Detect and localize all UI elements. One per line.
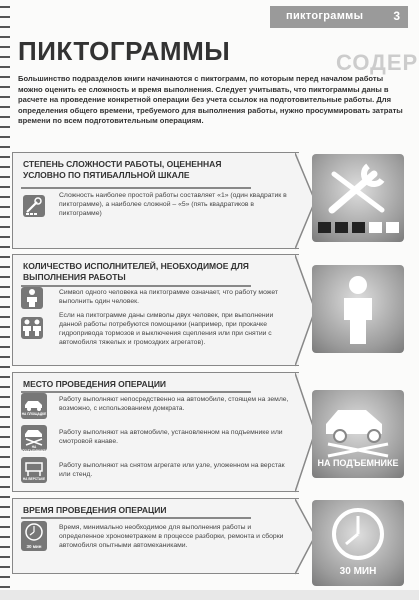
section-title: МЕСТО ПРОВЕДЕНИЯ ОПЕРАЦИИ [23,379,167,389]
page-title: ПИКТОГРАММЫ [18,36,231,66]
page-bottom-edge [0,590,419,600]
divider [21,285,251,287]
intro-paragraph: Большинство подразделов книги начинаются с пиктограмм, по которым перед началом работы можно оценить ее сложность и время выполнения. Следует учитывать, что пиктограммы даны в расчете на проведение конкретной операции без учета ссылок на подготовительные работы. Для определения общего времени, требуемого для выполнения работы, нужно просуммировать затраты времени по всем подготовительным операциям. [18,74,403,125]
section-time [12,498,299,574]
location-lift-description: Работу выполняют на автомобиле, установленном на подъемнике или смотровой канаве. [59,429,283,445]
section-location [12,372,299,492]
lift-label: НА ПОДЪЕМНИКЕ [317,458,399,468]
wrench-scale-icon [312,154,404,242]
section-title: КОЛИЧЕСТВО ИСПОЛНИТЕЛЕЙ, НЕОБХОДИМОЕ ДЛЯ ВЫПОЛНЕНИЯ РАБОТЫ [23,261,249,282]
difficulty-pictogram [312,154,404,242]
icon-label-lift: НА ПОДЪЕМНИКЕ [22,445,46,453]
two-persons-icon [21,317,43,339]
location-bench-description: Работу выполняют на снятом агрегате или узле, уложенном на верстак или стенд. [59,462,285,478]
divider [21,391,251,393]
one-person-icon [21,287,43,309]
time-pictogram [312,500,404,586]
time-label: 30 МИН [339,566,377,577]
workbench-icon [21,457,47,483]
section-title: ВРЕМЯ ПРОВЕДЕНИЯ ОПЕРАЦИИ [23,505,167,515]
binding-spiral [0,0,10,600]
car-on-lift-icon [21,425,47,451]
two-persons-description: Если на пиктограмме даны символы двух человек, при выполнении данной работы потребуются помощники (например, при прокачке гидропривода тормозов и выключения сцепления или при снятии с автомобиля тяжелых и громоздких агрегатов). [59,312,274,346]
time-description: Время, минимально необходимое для выполнения работы и определенное хронометражем в процессе разборки, ремонта и сборки автомобиля опытными автомеханиками. [59,524,284,549]
performers-pictogram [312,265,404,353]
car-on-ground-icon [21,393,47,419]
divider [21,517,251,519]
icon-label-ground: НА ПЛОЩАДКЕ [21,412,47,416]
icon-label-bench: НА ВЕРСТАКЕ [22,477,46,481]
clock-icon [21,521,47,551]
wrench-icon [23,195,45,217]
icon-label-time: 30 мин [26,544,42,549]
person-icon [312,265,404,353]
one-person-description: Символ одного человека на пиктограмме означает, что работу может выполнить один человек. [59,289,278,305]
section-difficulty [12,152,299,249]
ghost-title: СОДЕР [336,50,419,75]
difficulty-description: Сложность наиболее простой работы составляет «1» (один квадратик в пиктограмме), а наиболее сложной – «5» (пять квадратиков в пиктограмме) [59,192,287,217]
divider [21,187,251,189]
location-ground-description: Работу выполняют непосредственно на автомобиле, стоящем на земле, возможно, с использованием домкрата. [59,396,289,412]
location-pictogram [312,390,404,478]
page-number: 3 [393,9,400,23]
section-performers [12,254,299,366]
header-section: пиктограммы [286,10,364,22]
running-header [270,6,408,28]
section-title: СТЕПЕНЬ СЛОЖНОСТИ РАБОТЫ, ОЦЕНЕННАЯ УСЛОВНО ПО ПЯТИБАЛЛЬНОЙ ШКАЛЕ [23,159,222,180]
